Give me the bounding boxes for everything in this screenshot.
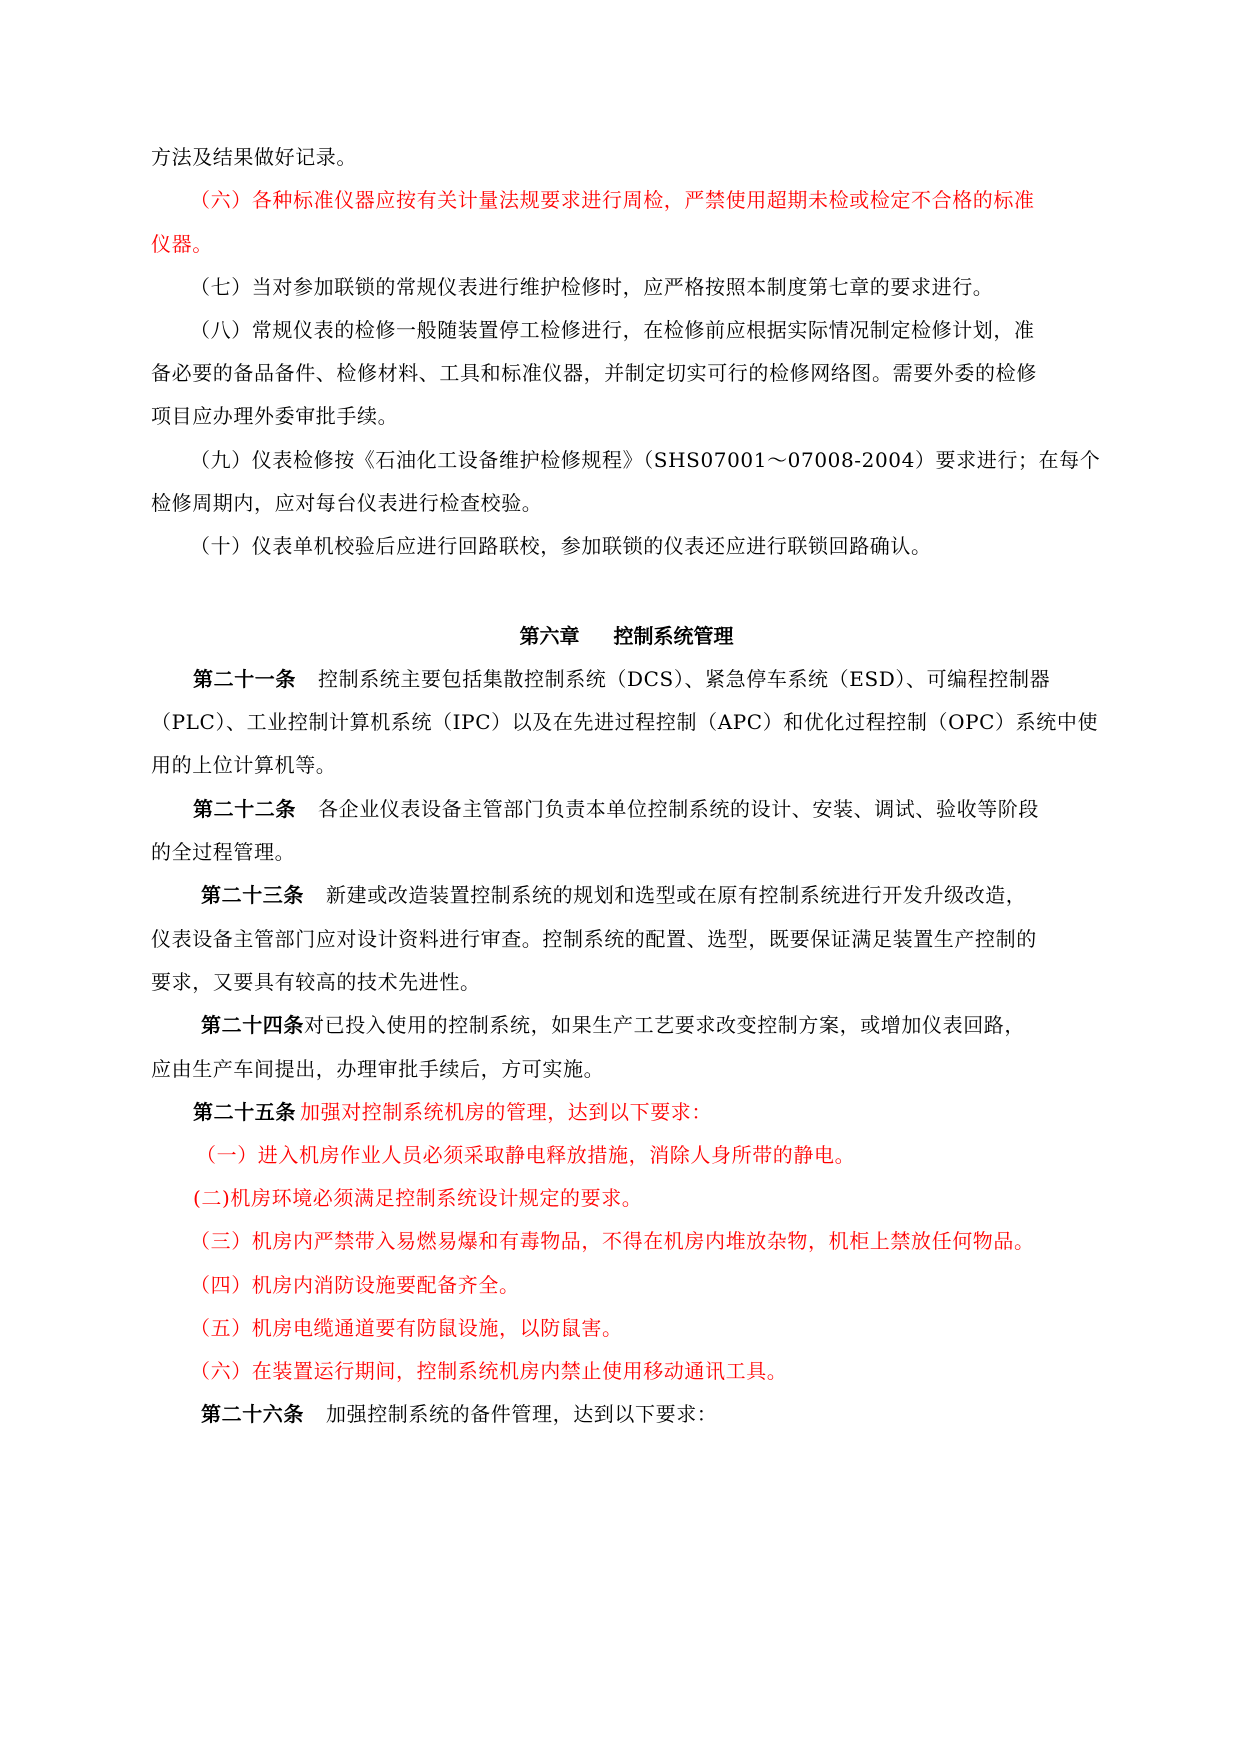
article-22-line-2: 的全过程管理。 — [151, 840, 296, 864]
article-23-line-3: 要求，又要具有较高的技术先进性。 — [151, 970, 481, 994]
article-text: 对已投入使用的控制系统，如果生产工艺要求改变控制方案，或增加仪表回路， — [304, 1013, 1025, 1037]
requirement-item: （五）机房电缆通道要有防鼠设施，以防鼠害。 — [190, 1316, 623, 1340]
paragraph-line: （九）仪表检修按《石油化工设备维护检修规程》（SHS07001～07008-2004）要求进行；在每个 — [190, 448, 1101, 472]
article-25-line-1 — [193, 1098, 712, 1126]
article-26-line-1 — [201, 1400, 717, 1428]
paragraph-line: 方法及结果做好记录。 — [151, 145, 357, 169]
article-text: 加强对控制系统机房的管理，达到以下要求： — [300, 1100, 712, 1124]
article-22-line-1 — [193, 795, 1039, 823]
article-24-line-2: 应由生产车间提出，办理审批手续后，方可实施。 — [151, 1057, 605, 1081]
article-text: 新建或改造装置控制系统的规划和选型或在原有控制系统进行开发升级改造， — [326, 883, 1027, 907]
article-label: 第二十三条 — [201, 883, 304, 907]
article-23-line-2: 仪表设备主管部门应对设计资料进行审查。控制系统的配置、选型，既要保证满足装置生产控制的 — [151, 927, 1037, 951]
paragraph-line: 项目应办理外委审批手续。 — [151, 404, 399, 428]
paragraph-line-highlighted: 仪器。 — [151, 232, 213, 256]
article-label: 第二十一条 — [193, 667, 296, 691]
paragraph-line-highlighted: （六）各种标准仪器应按有关计量法规要求进行周检，严禁使用超期未检或检定不合格的标准 — [190, 188, 1035, 212]
requirement-item: （三）机房内严禁带入易燃易爆和有毒物品，不得在机房内堆放杂物，机柜上禁放任何物品。 — [190, 1229, 1035, 1253]
paragraph-line: （十）仪表单机校验后应进行回路联校，参加联锁的仪表还应进行联锁回路确认。 — [190, 534, 932, 558]
chapter-heading — [0, 622, 1241, 650]
paragraph-line: 备必要的备品备件、检修材料、工具和标准仪器，并制定切实可行的检修网络图。需要外委的检修 — [151, 361, 1037, 385]
requirement-item: (二)机房环境必须满足控制系统设计规定的要求。 — [193, 1186, 643, 1210]
article-text: 加强控制系统的备件管理，达到以下要求： — [326, 1402, 718, 1426]
article-23-line-1 — [201, 881, 1026, 909]
requirement-item: （一）进入机房作业人员必须采取静电释放措施，消除人身所带的静电。 — [196, 1143, 856, 1167]
chapter-title: 控制系统管理 — [613, 624, 734, 648]
paragraph-line: （七）当对参加联锁的常规仪表进行维护检修时，应严格按照本制度第七章的要求进行。 — [190, 275, 994, 299]
article-label: 第二十五条 — [193, 1100, 296, 1124]
article-21-line-1 — [193, 665, 1050, 693]
article-text: 控制系统主要包括集散控制系统（DCS）、紧急停车系统（ESD）、可编程控制器 — [318, 667, 1051, 691]
article-label: 第二十二条 — [193, 797, 296, 821]
article-21-line-3: 用的上位计算机等。 — [151, 753, 337, 777]
chapter-number: 第六章 — [519, 624, 580, 648]
article-label: 第二十六条 — [201, 1402, 304, 1426]
paragraph-line: （八）常规仪表的检修一般随装置停工检修进行，在检修前应根据实际情况制定检修计划，准 — [190, 318, 1035, 342]
article-24-line-1 — [201, 1011, 1025, 1039]
paragraph-line: 检修周期内，应对每台仪表进行检查校验。 — [151, 491, 543, 515]
article-21-line-2: （PLC）、工业控制计算机系统（IPC）以及在先进过程控制（APC）和优化过程控制（OPC）系统中使 — [151, 710, 1099, 734]
requirement-item: （六）在装置运行期间，控制系统机房内禁止使用移动通讯工具。 — [190, 1359, 788, 1383]
requirement-item: （四）机房内消防设施要配备齐全。 — [190, 1273, 520, 1297]
article-label: 第二十四条 — [201, 1013, 304, 1037]
article-text: 各企业仪表设备主管部门负责本单位控制系统的设计、安装、调试、验收等阶段 — [318, 797, 1039, 821]
